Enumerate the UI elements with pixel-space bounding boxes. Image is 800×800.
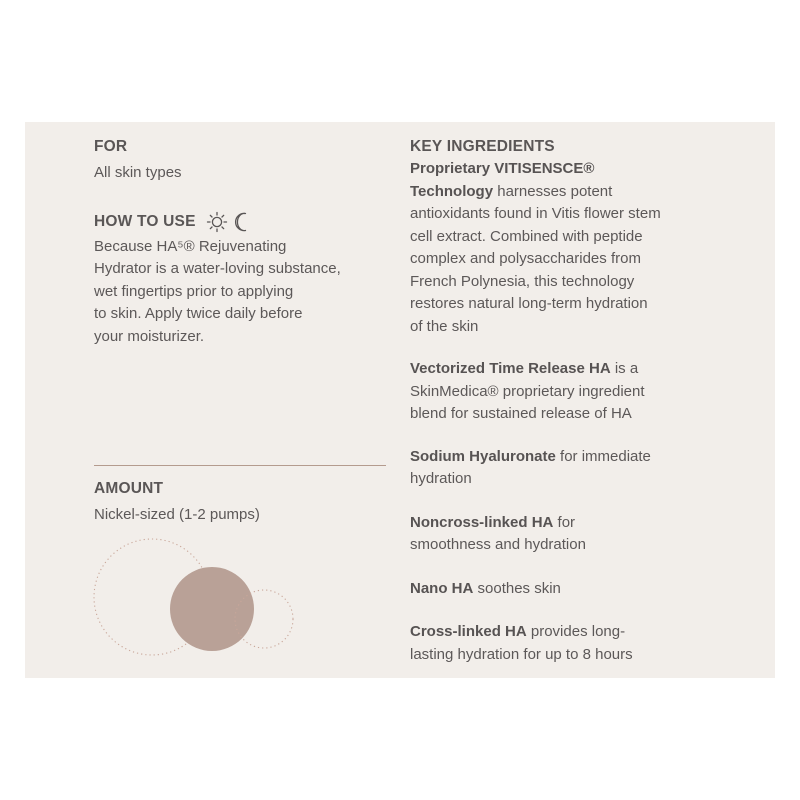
- ingredient-item: [410, 358, 740, 426]
- how-to-use-heading-row: [94, 211, 394, 233]
- left-column: [94, 136, 394, 348]
- how-to-use-line: Hydrator is a water-loving substance,: [94, 260, 341, 277]
- ingredient-desc: lasting hydration for up to 8 hours: [410, 645, 633, 663]
- pump-amount-illustration: [90, 538, 310, 658]
- ingredient-desc: restores natural long-term hydration: [410, 295, 648, 312]
- ingredient-name: Noncross-linked HA: [410, 513, 554, 531]
- how-to-use-section: [94, 211, 394, 349]
- key-ingredients-heading: KEY INGREDIENTS: [410, 138, 555, 155]
- ingredient-desc: blend for sustained release of HA: [410, 405, 632, 422]
- amount-text: Nickel-sized (1-2 pumps): [94, 506, 260, 523]
- ingredient-desc: cell extract. Combined with peptide: [410, 227, 643, 245]
- ingredient-item: [410, 158, 740, 338]
- moon-icon: [234, 211, 250, 233]
- ingredient-desc: antioxidants found in Vitis flower stem: [410, 205, 661, 222]
- how-to-use-heading: HOW TO USE: [94, 212, 196, 230]
- ingredient-name: Technology: [410, 182, 494, 200]
- ingredient-item: [410, 512, 740, 557]
- for-section: [94, 136, 394, 185]
- amount-section: [94, 478, 394, 527]
- ingredient-name: Nano HA: [410, 579, 474, 597]
- ingredient-name: Sodium Hyaluronate: [410, 447, 556, 465]
- ingredient-name: Proprietary VITISENSCE®: [410, 160, 595, 177]
- ingredient-desc: for: [553, 513, 576, 531]
- sun-icon: [206, 211, 228, 233]
- ingredient-desc: complex and polysaccharides from: [410, 250, 641, 267]
- ingredient-desc: French Polynesia, this technology: [410, 272, 635, 290]
- how-to-use-line: your moisturizer.: [94, 327, 205, 345]
- ingredient-desc: soothes skin: [473, 579, 561, 597]
- ingredient-name: Cross-linked HA: [410, 623, 527, 640]
- section-divider: [94, 465, 386, 466]
- ingredient-desc: of the skin: [410, 317, 479, 335]
- ingredient-desc: is a: [610, 360, 639, 377]
- right-column: [410, 136, 740, 666]
- ingredient-item: [410, 446, 740, 491]
- ingredient-desc: provides long-: [526, 623, 626, 640]
- ingredient-desc: hydration: [410, 470, 472, 487]
- ingredient-item: [410, 621, 740, 666]
- for-heading: FOR: [94, 138, 128, 155]
- ingredient-desc: SkinMedica® proprietary ingredient: [410, 382, 645, 400]
- ingredient-desc: smoothness and hydration: [410, 536, 586, 553]
- how-to-use-line: wet fingertips prior to applying: [94, 282, 294, 300]
- amount-heading: AMOUNT: [94, 480, 164, 497]
- how-to-use-line: Because HA⁵® Rejuvenating: [94, 237, 287, 255]
- how-to-use-line: to skin. Apply twice daily before: [94, 305, 303, 322]
- ingredient-name: Vectorized Time Release HA: [410, 360, 611, 377]
- filled-circle: [170, 567, 254, 651]
- ingredient-item: [410, 578, 740, 601]
- usage-time-icons: [206, 211, 250, 233]
- ingredient-desc: for immediate: [555, 447, 651, 465]
- for-text: All skin types: [94, 164, 182, 181]
- ingredient-desc: harnesses potent: [493, 182, 613, 200]
